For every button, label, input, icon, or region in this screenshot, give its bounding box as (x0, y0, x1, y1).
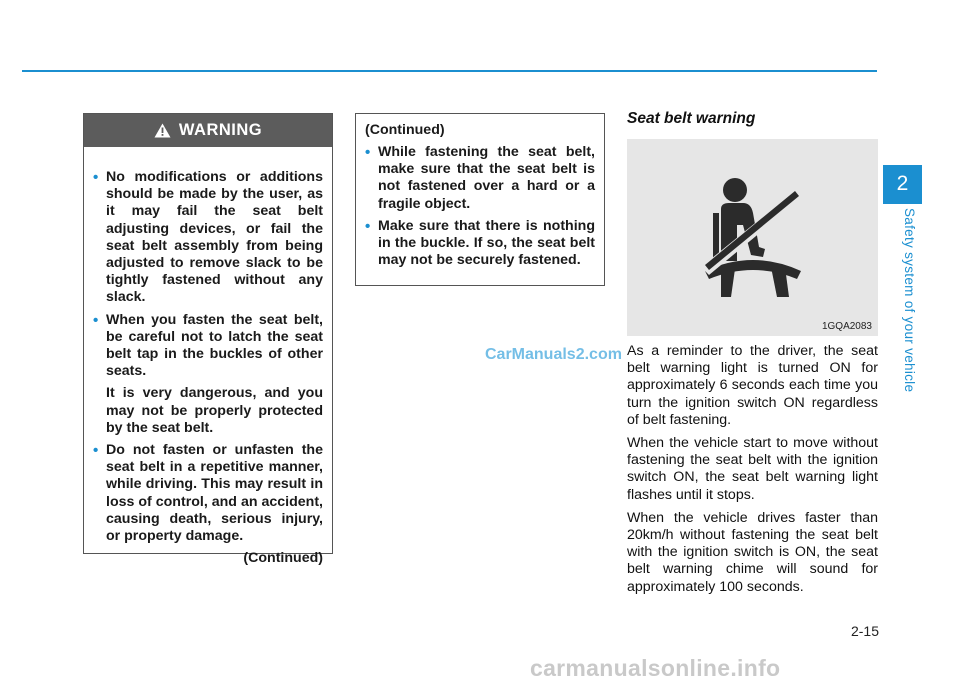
warning-item: • No modifications or additions should be made by the user, as it may fail the seat belt adjusting devices, or fail the seat belt assembly from being adjusted to remove slack to be tightly fastened without any slack. (93, 169, 323, 306)
bullet-dot-icon: • (93, 311, 99, 329)
continued-header: (Continued) (365, 122, 445, 138)
warning-header (84, 114, 332, 147)
bottom-watermark: carmanualsonline.info (530, 655, 781, 681)
continued-warning-box (355, 113, 605, 286)
bullet-dot-icon: • (365, 144, 371, 161)
warning-list (84, 169, 323, 380)
continued-list (356, 144, 595, 269)
chapter-title-container (903, 208, 925, 408)
section-body (627, 343, 878, 602)
body-paragraph: When the vehicle start to move without fastening the seat belt with the ignition switch ON, the seat belt warning light flashes until it stops. (627, 435, 878, 503)
seat-belt-warning-icon (697, 169, 809, 301)
warning-item: • Do not fasten or unfasten the seat belt in a repetitive manner, while driving. This may result in loss of control, and an accident, causing death, serious injury, or property damage. (93, 442, 323, 545)
seat-belt-figure (627, 139, 878, 336)
bullet-dot-icon: • (365, 217, 371, 235)
chapter-title: Safety system of your vehicle (902, 208, 917, 393)
warning-triangle-icon (154, 123, 171, 138)
warning-sub-paragraph: It is very dangerous, and you may not be properly protected by the seat belt. (106, 385, 323, 436)
continued-label: (Continued) (243, 550, 323, 567)
continued-item: • Make sure that there is nothing in the buckle. If so, the seat belt may not be securely fastened. (365, 217, 595, 269)
warning-item: • When you fasten the seat belt, be careful not to latch the seat belt tap in the buckles of other seats. (93, 311, 323, 380)
figure-code: 1GQA2083 (821, 321, 872, 332)
section-title: Seat belt warning (627, 110, 756, 127)
bullet-dot-icon: • (93, 169, 99, 186)
warning-title: WARNING (178, 121, 263, 139)
chapter-tab[interactable] (883, 165, 922, 202)
warning-body (84, 147, 332, 567)
chapter-number: 2 (896, 171, 909, 195)
body-paragraph: When the vehicle drives faster than 20km/h without fastening the seat belt with the ignition switch is ON, the seat belt warning chime will sound for approximately 100 seconds. (627, 509, 878, 595)
watermark-link[interactable]: CarManuals2.com (485, 346, 622, 363)
continued-item: • While fastening the seat belt, make sure that the seat belt is not fastened over a hard or a fragile object. (365, 144, 595, 212)
body-paragraph: As a reminder to the driver, the seat belt warning light is turned ON for approximately 6 seconds each time you turn the ignition switch ON regardless of belt fastening. (627, 343, 878, 428)
page-number: 2-15 (850, 623, 879, 639)
top-rule (22, 70, 877, 72)
warning-list-2 (84, 442, 323, 545)
bullet-dot-icon: • (93, 442, 99, 460)
warning-box (83, 113, 333, 567)
chapter-tab-rule (883, 202, 922, 204)
